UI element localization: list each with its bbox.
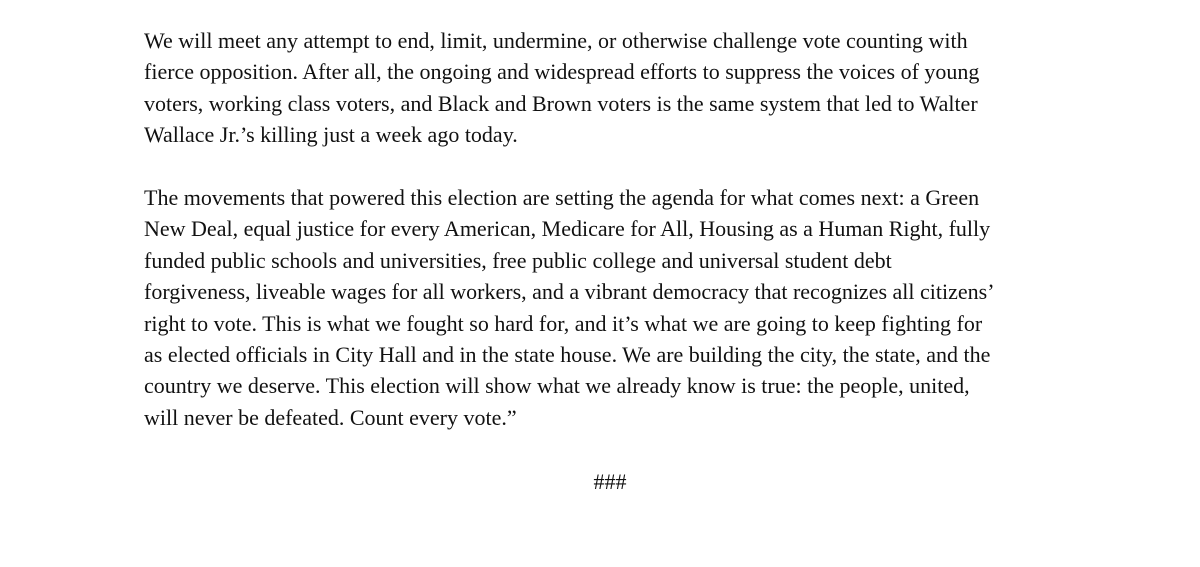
paragraph-agenda — [144, 182, 1064, 433]
paragraph-line: will never be defeated. Count every vote.” — [144, 404, 517, 430]
paragraph-line: country we deserve. This election will show what we already know is true: the people, united, — [144, 373, 970, 399]
paragraph-line: voters, working class voters, and Black and Brown voters is the same system that led to Walter — [144, 90, 978, 116]
paragraph-line: The movements that powered this election are setting the agenda for what comes next: a Green — [144, 185, 980, 210]
paragraph-vote-counting — [144, 25, 1064, 151]
paragraph-line: Wallace Jr.’s killing just a week ago today. — [144, 122, 518, 148]
paragraph-line: forgiveness, liveable wages for all workers, and a vibrant democracy that recognizes all citizens’ — [144, 279, 995, 305]
paragraph-line: We will meet any attempt to end, limit, undermine, or otherwise challenge vote counting with — [144, 28, 968, 53]
paragraph-line: fierce opposition. After all, the ongoing and widespread efforts to suppress the voices of young — [144, 59, 980, 85]
paragraph-line: New Deal, equal justice for every American, Medicare for All, Housing as a Human Right, fully — [144, 216, 991, 242]
paragraph-line: funded public schools and universities, free public college and universal student debt — [144, 247, 892, 273]
paragraph-line: right to vote. This is what we fought so hard for, and it’s what we are going to keep fighting for — [144, 310, 983, 336]
end-marker: ### — [593, 469, 627, 494]
paragraph-line: as elected officials in City Hall and in the state house. We are building the city, the state, and the — [144, 342, 991, 368]
